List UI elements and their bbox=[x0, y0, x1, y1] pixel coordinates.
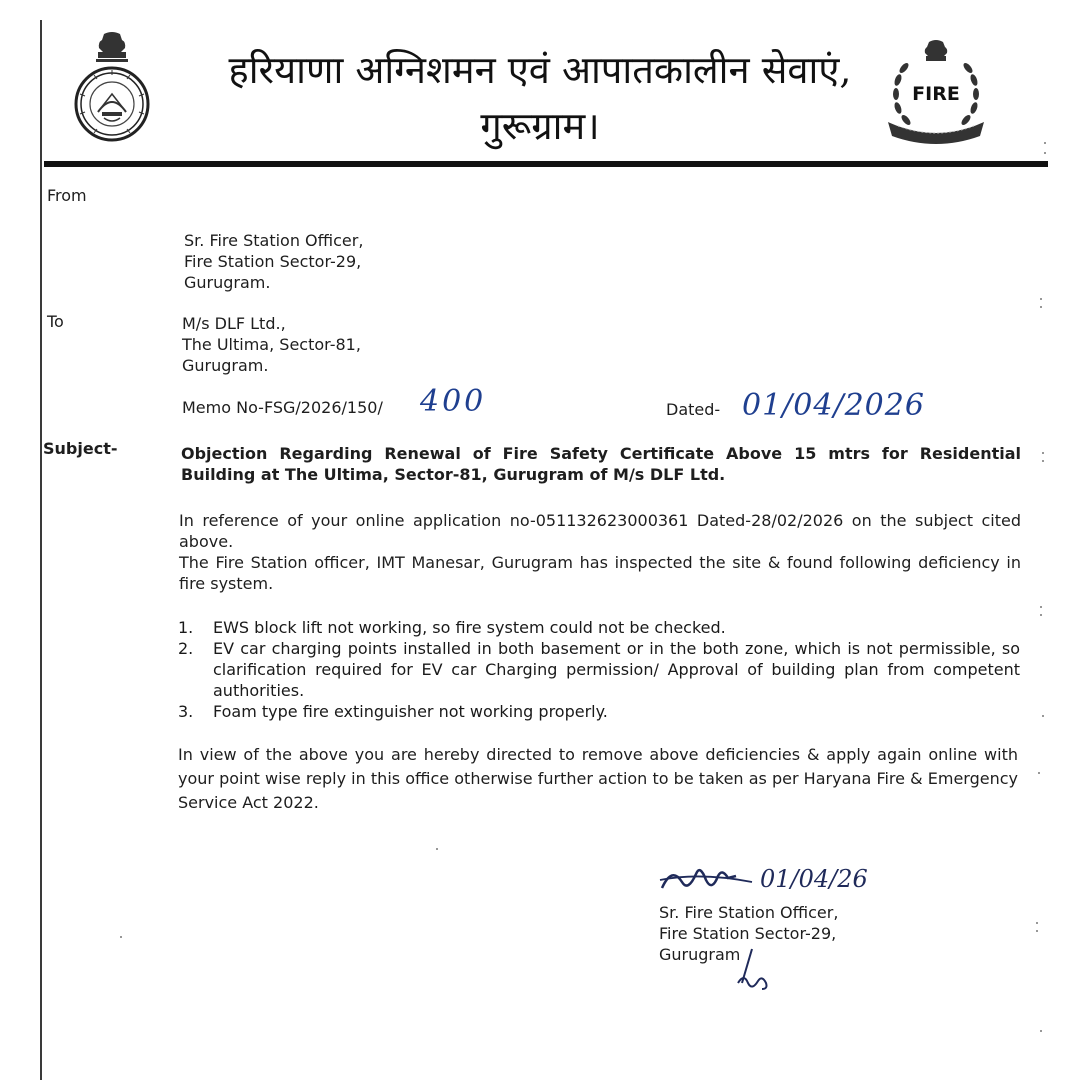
dated-label: Dated- bbox=[666, 400, 721, 419]
list-item-text: Foam type fire extinguisher not working properly. bbox=[213, 702, 608, 721]
scan-speck bbox=[1040, 306, 1042, 308]
haryana-state-seal-icon bbox=[68, 30, 156, 142]
from-line-3: Gurugram. bbox=[184, 273, 271, 292]
scan-speck bbox=[1040, 298, 1042, 300]
list-item-number: 2. bbox=[178, 639, 194, 658]
header-rule bbox=[44, 161, 1048, 167]
from-line-2: Fire Station Sector-29, bbox=[184, 252, 362, 271]
scan-speck bbox=[1036, 922, 1038, 924]
to-line-2: The Ultima, Sector-81, bbox=[182, 335, 361, 354]
scan-speck bbox=[1040, 1030, 1042, 1032]
body-paragraph-inspection: The Fire Station officer, IMT Manesar, Gurugram has inspected the site & found following deficiency in fire system. bbox=[179, 553, 1021, 593]
subject-label: Subject- bbox=[43, 439, 118, 458]
list-item bbox=[178, 617, 1020, 638]
fire-service-badge-icon bbox=[880, 38, 992, 144]
left-margin-line bbox=[40, 20, 42, 1080]
scan-speck bbox=[1042, 452, 1044, 454]
header-title-line-2: गुरूग्राम। bbox=[480, 104, 600, 148]
from-line-1: Sr. Fire Station Officer, bbox=[184, 231, 364, 250]
memo-number-prefix: Memo No-FSG/2026/150/ bbox=[182, 398, 383, 417]
list-item-text: EV car charging points installed in both basement or in the both zone, which is not permissible, so clarification required for EV car Charging permission/ Approval of building plan from competent authorities. bbox=[213, 639, 1020, 700]
to-line-1: M/s DLF Ltd., bbox=[182, 314, 286, 333]
list-item-number: 1. bbox=[178, 618, 194, 637]
scan-speck bbox=[1042, 715, 1044, 717]
department-header-title bbox=[160, 42, 920, 154]
scan-speck bbox=[1044, 142, 1046, 144]
initials-mark-icon bbox=[732, 945, 772, 993]
scan-speck bbox=[436, 848, 438, 850]
list-item bbox=[178, 638, 1020, 701]
to-label: To bbox=[47, 312, 64, 331]
from-label: From bbox=[47, 186, 87, 205]
scan-speck bbox=[120, 936, 122, 938]
scan-speck bbox=[1036, 930, 1038, 932]
scan-speck bbox=[1042, 460, 1044, 462]
scan-speck bbox=[1040, 614, 1042, 616]
scan-speck bbox=[1038, 772, 1040, 774]
deficiency-list bbox=[178, 617, 1020, 722]
subject-text: Objection Regarding Renewal of Fire Safety Certificate Above 15 mtrs for Residential Building at The Ultima, Sector-81, Gurugram of M/s DLF Ltd. bbox=[181, 444, 1021, 484]
to-line-3: Gurugram. bbox=[182, 356, 269, 375]
list-item bbox=[178, 701, 1020, 722]
signature-line-1: Sr. Fire Station Officer, bbox=[659, 903, 839, 922]
memo-handwritten-date: 01/04/2026 bbox=[742, 388, 925, 423]
list-item-text: EWS block lift not working, so fire system could not be checked. bbox=[213, 618, 726, 637]
header-title-line-1: हरियाणा अग्निशमन एवं आपातकालीन सेवाएं, bbox=[228, 48, 852, 92]
signature-line-3: Gurugram bbox=[659, 945, 741, 964]
fire-badge-text: FIRE bbox=[912, 83, 960, 105]
body-paragraph-reference: In reference of your online application no-051132623000361 Dated-28/02/2026 on the subject cited above. bbox=[179, 511, 1021, 551]
memo-handwritten-number: 400 bbox=[420, 384, 487, 419]
scan-speck bbox=[1044, 152, 1046, 154]
list-item-number: 3. bbox=[178, 702, 194, 721]
signature-handwritten-date: 01/04/26 bbox=[760, 865, 868, 893]
signature-line-2: Fire Station Sector-29, bbox=[659, 924, 837, 943]
scan-speck bbox=[1040, 606, 1042, 608]
body-paragraph-directive: In view of the above you are hereby directed to remove above deficiencies & apply again online with your point wise reply in this office otherwise further action to be taken as per Haryana Fire & Emergency Service Act 2022. bbox=[178, 745, 1018, 812]
